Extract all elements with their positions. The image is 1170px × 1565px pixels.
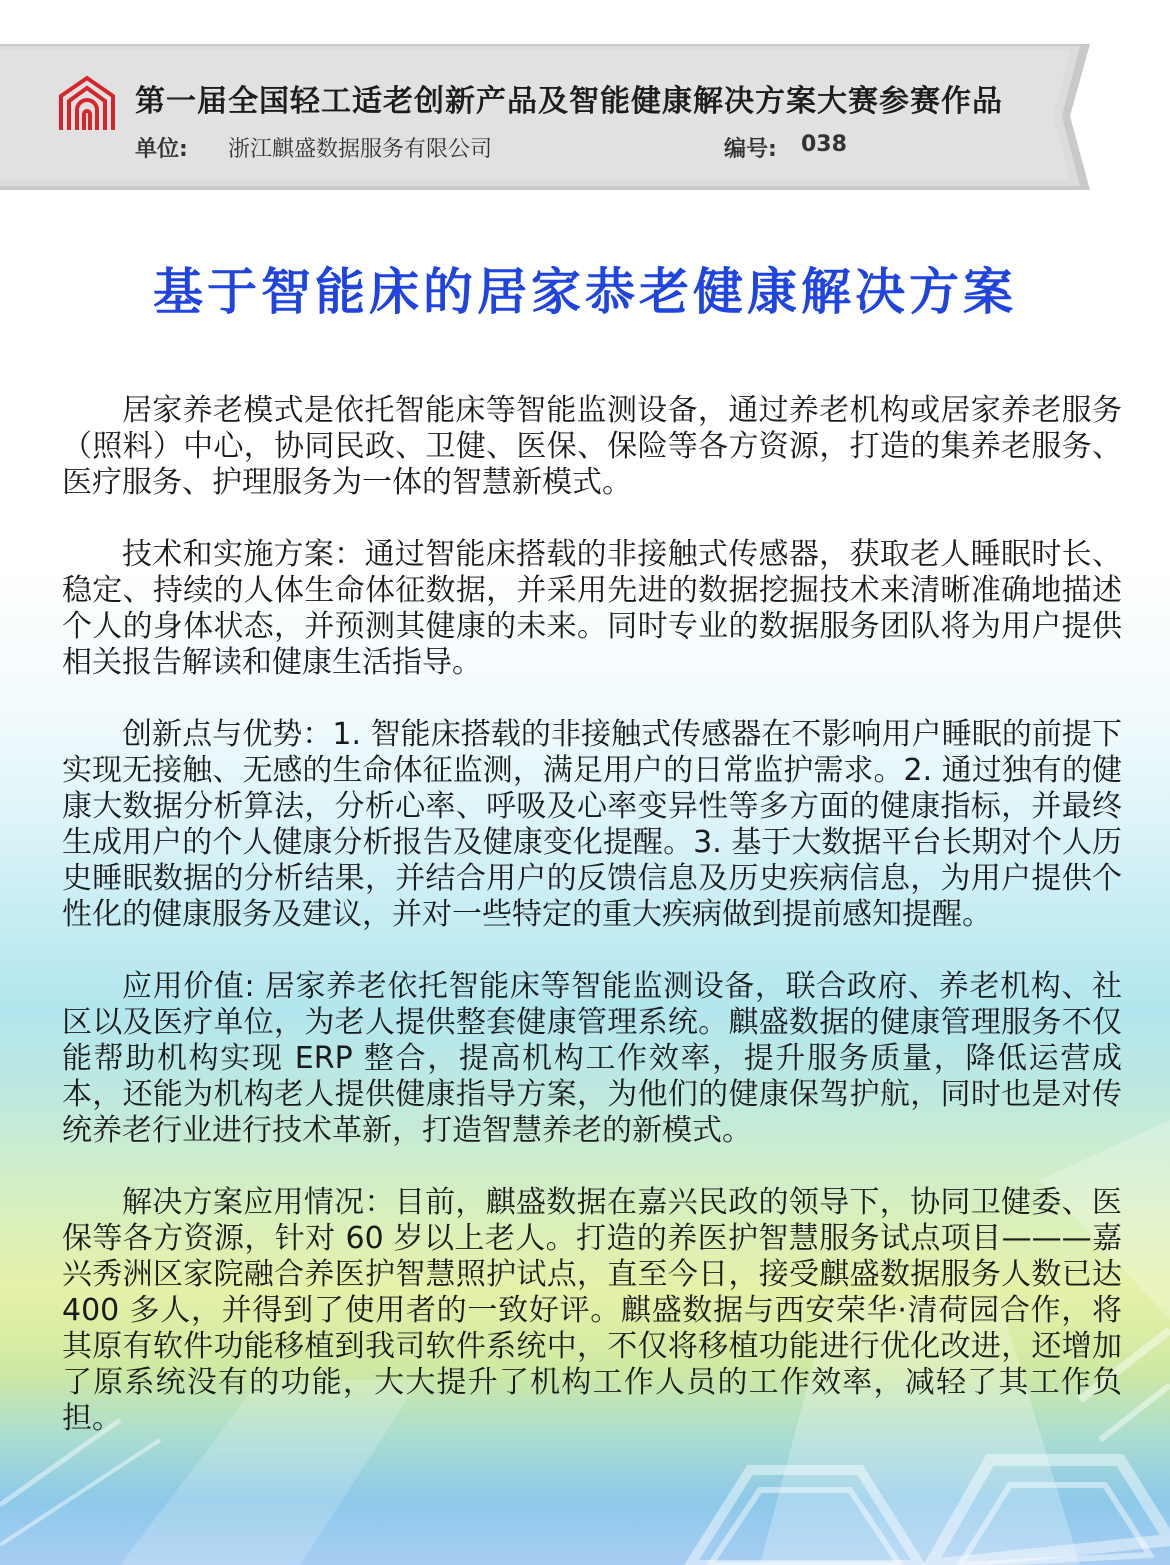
paragraph-application-value: 应用价值: 居家养老依托智能床等智能监测设备，联合政府、养老机构、社区以及医疗单位，为老人提供整套健康管理系统。麒盛数据的健康管理服务不仅能帮助机构实现 ERP 整合，提高机构工作效率，提升服务质量，降低运营成本，还能为机构老人提供健康指导方案，为他们的健康保驾护航，同时也是对传统养老行业进行技术革新，打造智慧养老的新模式。 (62, 969, 1122, 1148)
unit-value: 浙江麒盛数据服务有限公司 (228, 137, 493, 162)
entry-number-label: 编号: (724, 137, 777, 162)
document-body (62, 393, 1122, 1473)
competition-title: 第一届全国轻工适老创新产品及智能健康解决方案大赛参赛作品 (135, 84, 1003, 119)
paragraph-innovation: 创新点与优势：1. 智能床搭载的非接触式传感器在不影响用户睡眠的前提下实现无接触、无感的生命体征监测，满足用户的日常监护需求。2. 通过独有的健康大数据分析算法，分析心率、呼吸及心率变异性等多方面的健康指标，并最终生成用户的个人健康分析报告及健康变化提醒。3. 基于大数据平台长期对个人历史睡眠数据的分析结果，并结合用户的反馈信息及历史疾病信息，为用户提供个性化的健康服务及建议，并对一些特定的重大疾病做到提前感知提醒。 (62, 717, 1122, 932)
document-title: 基于智能床的居家恭老健康解决方案 (153, 263, 1017, 321)
paragraph-application-status: 解决方案应用情况：目前，麒盛数据在嘉兴民政的领导下，协同卫健委、医保等各方资源，针对 60 岁以上老人。打造的养医护智慧服务试点项目———嘉兴秀洲区家院融合养医护智慧照护试点，直至今日，接受麒盛数据服务人数已达 400 多人，并得到了使用者的一致好评。麒盛数据与西安荣华·清荷园合作，将其原有软件功能移植到我司软件系统中，不仅将移植功能进行优化改进，还增加了原系统没有的功能，大大提升了机构工作人员的工作效率，减轻了其工作负担。 (62, 1185, 1122, 1436)
house-arch-logo-icon (58, 74, 116, 132)
unit-label: 单位: (135, 137, 188, 162)
entry-number-value: 038 (801, 132, 847, 157)
paragraph-intro: 居家养老模式是依托智能床等智能监测设备，通过养老机构或居家养老服务（照料）中心，协同民政、卫健、医保、保险等各方资源，打造的集养老服务、医疗服务、护理服务为一体的智慧新模式。 (62, 393, 1122, 500)
paragraph-technical-plan: 技术和实施方案：通过智能床搭载的非接触式传感器，获取老人睡眠时长、稳定、持续的人体生命体征数据，并采用先进的数据挖掘技术来清晰准确地描述个人的身体状态，并预测其健康的未来。同时专业的数据服务团队将为用户提供相关报告解读和健康生活指导。 (62, 537, 1122, 680)
